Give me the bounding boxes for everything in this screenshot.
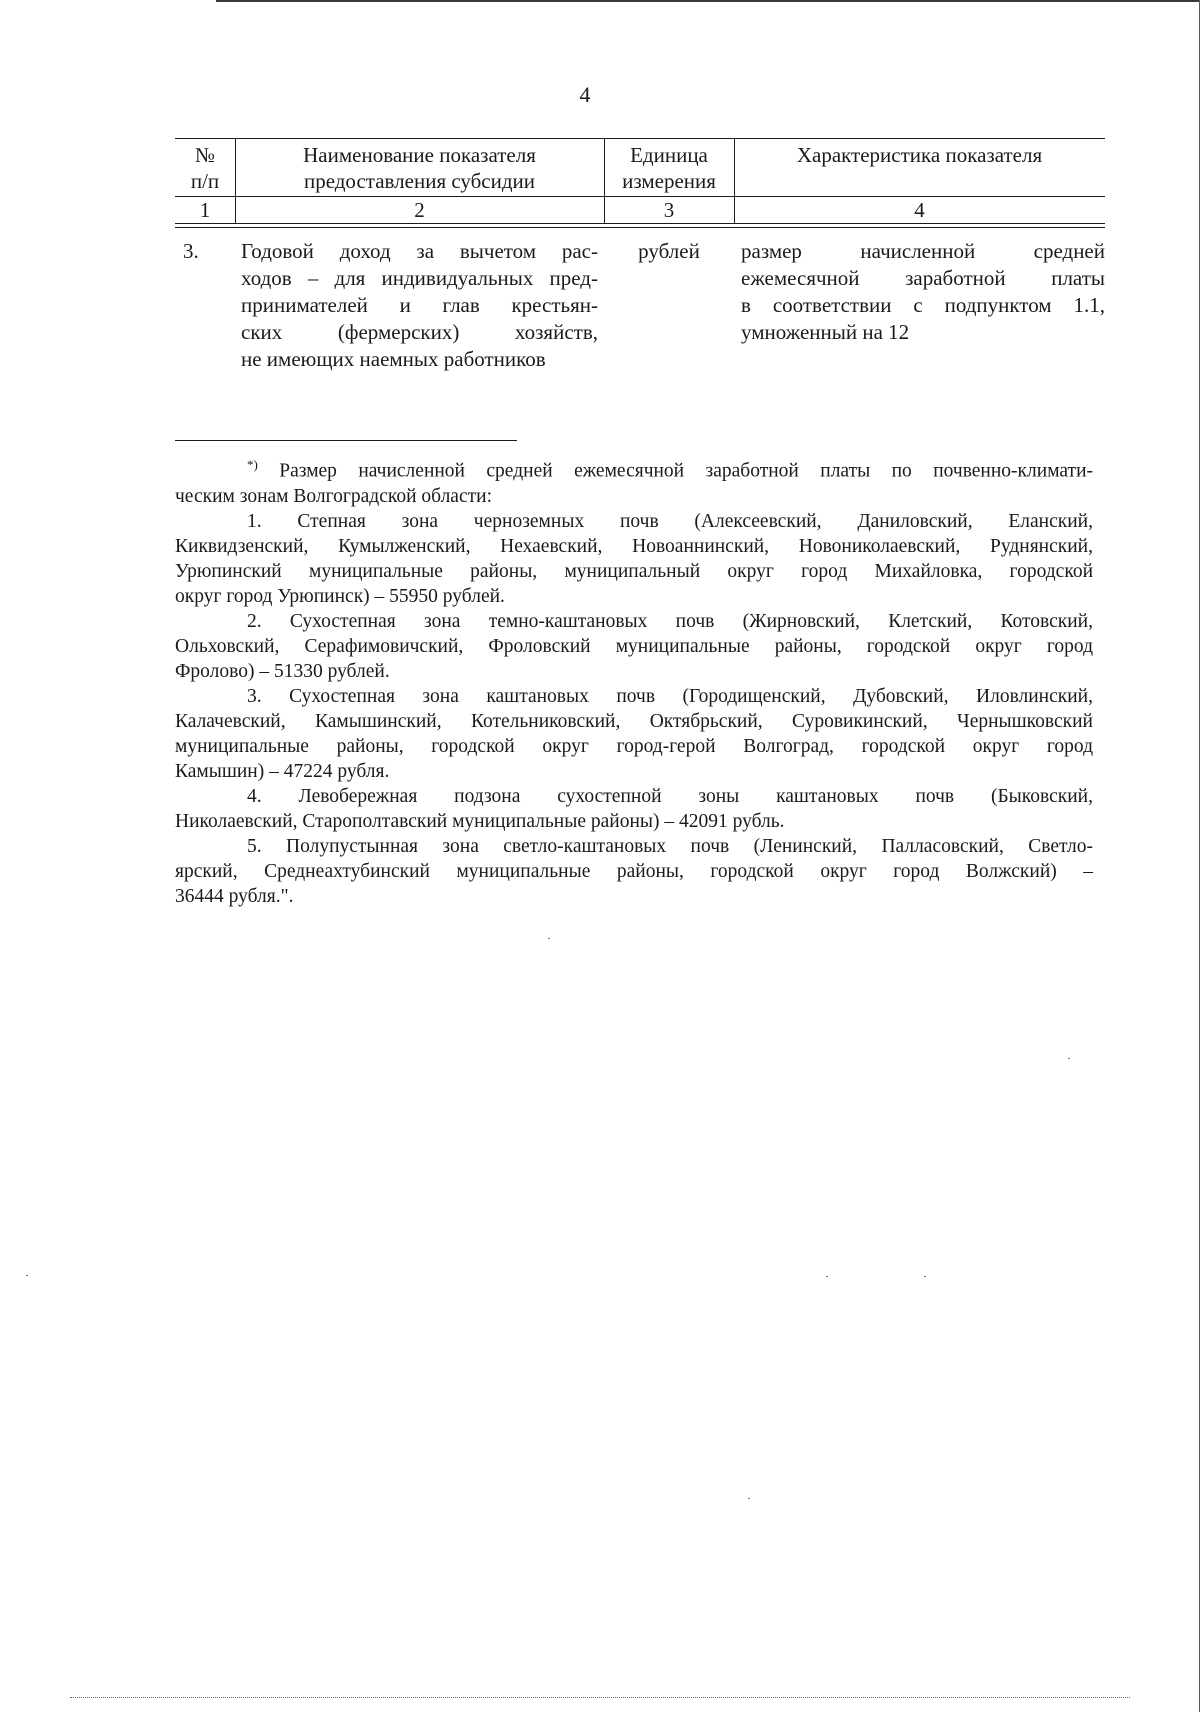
header-number: [175, 142, 235, 194]
scan-speck: [748, 1498, 750, 1499]
item-3-line-4: Камышин) – 47224 рубля.: [175, 760, 390, 782]
table-numbers-rule-2: [175, 227, 1105, 228]
footnote-intro-text-1: Размер начисленной средней ежемесячной заработной платы по почвенно-климати-: [279, 460, 1093, 482]
footnote-intro-line-1: [175, 452, 1093, 484]
item-1-line-2: Киквидзенский, Кумылженский, Нехаевский, Новоаннинский, Новониколаевский, Руднянский,: [175, 535, 1093, 557]
column-number-1: 1: [199, 198, 211, 222]
scan-speck: [826, 1276, 828, 1277]
header-unit-line-2: измерения: [622, 169, 716, 193]
item-5-line-1: 5. Полупустынная зона светло-каштановых почв (Ленинский, Палласовский, Светло-: [247, 835, 1093, 857]
item-2-line-1: 2. Сухостепная зона темно-каштановых почв (Жирновский, Клетский, Котовский,: [247, 610, 1093, 632]
scan-speck: [924, 1276, 926, 1277]
header-characteristic-line-1: Характеристика показателя: [796, 143, 1043, 167]
item-5-line-3: 36444 рубля.".: [175, 885, 294, 907]
column-number-3: 3: [663, 198, 675, 222]
header-number-line-1: №: [194, 143, 216, 167]
row-char-line-2: ежемесячной заработной платы: [741, 266, 1105, 290]
item-2-line-3: Фролово) – 51330 рублей.: [175, 660, 390, 682]
row-name-line-1: Годовой доход за вычетом рас-: [241, 239, 598, 263]
footnote-item-5: [175, 834, 1093, 909]
footnote-item-2: [175, 609, 1093, 684]
item-2-line-2: Ольховский, Серафимовичский, Фроловский муниципальные районы, городской округ город: [175, 635, 1093, 657]
row-char-line-1: размер начисленной средней: [741, 239, 1105, 263]
row-characteristic: [741, 238, 1105, 346]
table-top-rule: [175, 138, 1105, 139]
scan-speck: [26, 1275, 28, 1276]
row-name-line-2: ходов – для индивидуальных пред-: [241, 266, 598, 290]
footnote-intro-line-2: ческим зонам Волгоградской области:: [175, 485, 492, 507]
item-1-line-4: округ город Урюпинск) – 55950 рублей.: [175, 585, 505, 607]
scan-edge-bottom: [70, 1697, 1130, 1698]
header-characteristic: [734, 142, 1105, 168]
item-1-line-3: Урюпинский муниципальные районы, муниципальный округ город Михайловка, городской: [175, 560, 1093, 582]
header-unit: [604, 142, 734, 194]
header-name: [235, 142, 604, 194]
scan-edge-top: [216, 0, 1200, 2]
footnote-item-4: [175, 784, 1093, 834]
header-name-line-1: Наименование показателя: [303, 143, 536, 167]
footnote-item-3: [175, 684, 1093, 784]
footnote-separator: [175, 440, 517, 441]
item-4-line-2: Николаевский, Старополтавский муниципальные районы) – 42091 рубль.: [175, 810, 785, 832]
header-name-line-2: предоставления субсидии: [303, 169, 536, 193]
footnote-item-1: [175, 509, 1093, 609]
row-name-line-3: принимателей и глав крестьян-: [241, 293, 598, 317]
header-number-line-2: п/п: [190, 169, 220, 193]
scan-speck: [548, 938, 550, 939]
item-4-line-1: 4. Левобережная подзона сухостепной зоны каштановых почв (Быковский,: [247, 785, 1093, 807]
row-number: 3.: [183, 239, 199, 263]
item-3-line-2: Калачевский, Камышинский, Котельниковский, Октябрьский, Суровикинский, Чернышковский: [175, 710, 1093, 732]
row-char-line-4: умноженный на 12: [741, 320, 910, 344]
scan-speck: [1068, 1058, 1070, 1059]
item-3-line-1: 3. Сухостепная зона каштановых почв (Городищенский, Дубовский, Иловлинский,: [247, 685, 1093, 707]
footnote-block: [175, 452, 1093, 909]
row-char-line-3: в соответствии с подпунктом 1.1,: [741, 293, 1105, 317]
page-number: 4: [579, 82, 591, 107]
row-name-line-5: не имеющих наемных работников: [241, 347, 546, 371]
column-number-2: 2: [414, 198, 425, 222]
item-3-line-3: муниципальные районы, городской округ город-герой Волгоград, городской округ город: [175, 735, 1093, 757]
column-number-4: 4: [914, 198, 925, 222]
table-numbers-rule: [175, 223, 1105, 224]
row-name-line-4: ских (фермерских) хозяйств,: [241, 320, 598, 344]
header-unit-line-1: Единица: [630, 143, 708, 167]
row-unit: рублей: [638, 239, 700, 263]
item-1-line-1: 1. Степная зона черноземных почв (Алексеевский, Даниловский, Еланский,: [247, 510, 1093, 532]
footnote-intro: [175, 452, 1093, 509]
row-indicator-name: [241, 238, 598, 373]
footnote-marker: *): [247, 457, 258, 472]
item-5-line-2: ярский, Среднеахтубинский муниципальные районы, городской округ город Волжский) –: [175, 860, 1093, 882]
